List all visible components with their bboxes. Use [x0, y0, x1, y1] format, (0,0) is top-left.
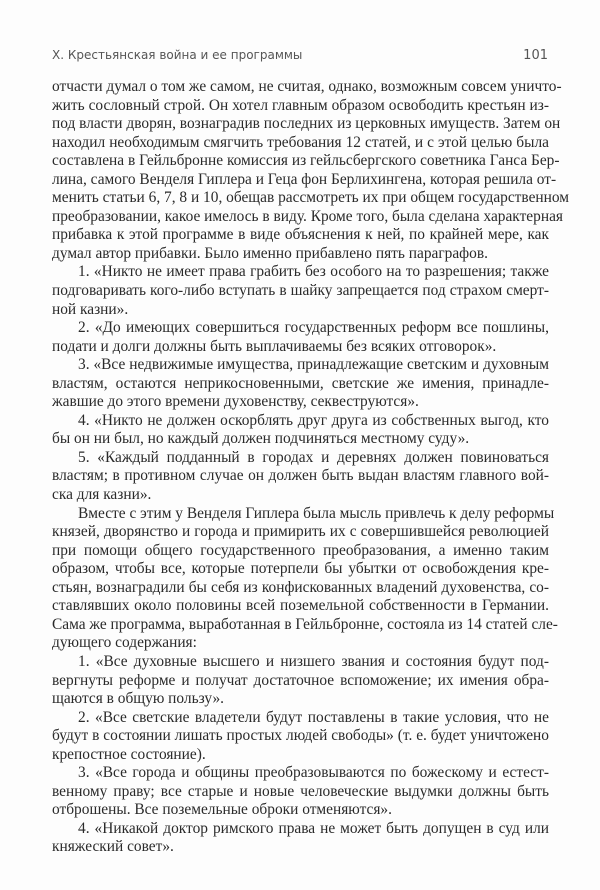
text-line: 3. «Все недвижимые имущества, принадлежащие светским и духовным	[78, 356, 549, 374]
text-line: прибавка к этой программе в виде объяснения к ней, по крайней мере, как	[52, 226, 549, 244]
text-line: 4. «Никто не должен оскорблять друг друга из собственных выгод, кто	[78, 411, 549, 429]
text-line: преобразовании, какое имелось в виду. Кроме того, была сделана характерная	[52, 207, 563, 225]
text-line: жить сословный строй. Он хотел главным образом освободить крестьян из-	[52, 96, 549, 114]
running-header	[52, 48, 548, 66]
text-line: властям, остаются неприкосновенными, светские же имения, принадле-	[52, 374, 549, 392]
text-line: крепостное состояние).	[52, 745, 206, 763]
text-line: Вместе с этим у Венделя Гиплера была мысль привлечь к делу реформы	[78, 504, 555, 522]
text-line: подати и долги должны быть выплачиваемы без всяких отговорок».	[52, 337, 497, 355]
text-line: 1. «Никто не имеет права грабить без особого на то разрешения; также	[78, 263, 549, 281]
text-line: венному праву; все старые и новые человеческие выдумки должны быть	[52, 782, 549, 800]
text-line: дующего содержания:	[52, 634, 197, 652]
text-line: 2. «До имеющих совершиться государственных реформ все пошлины,	[78, 319, 549, 337]
text-line: щаются в общую пользу».	[52, 690, 224, 708]
text-line: жавшие до этого времени духовенству, секвеструются».	[52, 393, 419, 411]
text-line: образом, чтобы все, которые потерпели бы убытки от освобождения кре-	[52, 560, 549, 578]
text-line: ска для казни».	[52, 486, 152, 504]
text-line: 2. «Все светские владетели будут поставлены в такие условия, что не	[78, 708, 549, 726]
text-line: 1. «Все духовные высшего и низшего звания и состояния будут под-	[78, 652, 549, 670]
text-line: находил необходимым смягчить требования 12 статей, и с этой целью была	[52, 133, 549, 151]
text-line: думал автор прибавки. Было именно прибавлено пять параграфов.	[52, 244, 488, 262]
text-line: княжеский совет».	[52, 838, 174, 856]
text-line: бы он ни был, но каждый должен подчиняться местному суду».	[52, 430, 470, 448]
page-body-text	[52, 78, 570, 857]
text-line: ной казни».	[52, 300, 129, 318]
text-line: подговаривать кого-либо вступать в шайку запрещается под страхом смерт-	[52, 282, 549, 300]
text-line: властям; в противном случае он должен быть выдан властям главного вой-	[52, 467, 549, 485]
text-line: князей, дворянство и города и примирить их с совершившейся революцией	[52, 523, 549, 541]
text-line: Сама же программа, выработанная в Гейльбронне, состояла из 14 статей сле-	[52, 615, 558, 633]
page-number: 101	[523, 48, 548, 63]
text-line: 4. «Никакой доктор римского права не может быть допущен в суд или	[78, 819, 549, 837]
text-line: вергнуты реформе и получат достаточное вспоможение; их имения обра-	[52, 671, 549, 689]
text-line: 3. «Все города и общины преобразовываются по божескому и естест-	[78, 764, 549, 782]
text-line: лина, самого Венделя Гиплера и Геца фон Берлихингена, которая решила от-	[52, 170, 557, 188]
text-line: стьян, вознаградили бы себя из конфискованных владений духовенства, со-	[52, 578, 549, 596]
text-line: менить статьи 6, 7, 8 и 10, обещав рассмотреть их при общем государственном	[52, 189, 570, 207]
text-line: составлена в Гейльбронне комиссия из гейльсбергского советника Ганса Бер-	[52, 152, 560, 170]
text-line: при помощи общего государственного преобразования, а именно таким	[52, 541, 549, 559]
chapter-title: X. Крестьянская война и ее программы	[52, 48, 303, 62]
text-line: под власти дворян, вознаградив последних из церковных имуществ. Затем он	[52, 115, 561, 133]
text-line: ставлявших около половины всей поземельной собственности в Германии.	[52, 597, 549, 615]
text-line: отброшены. Все поземельные оброки отменяются».	[52, 801, 392, 819]
text-line: будут в состоянии лишать простых людей свободы» (т. е. будет уничтожено	[52, 727, 549, 745]
text-line: 5. «Каждый подданный в городах и деревнях должен повиноваться	[78, 448, 549, 466]
text-line: отчасти думал о том же самом, не считая, однако, возможным совсем уничто-	[52, 78, 562, 95]
